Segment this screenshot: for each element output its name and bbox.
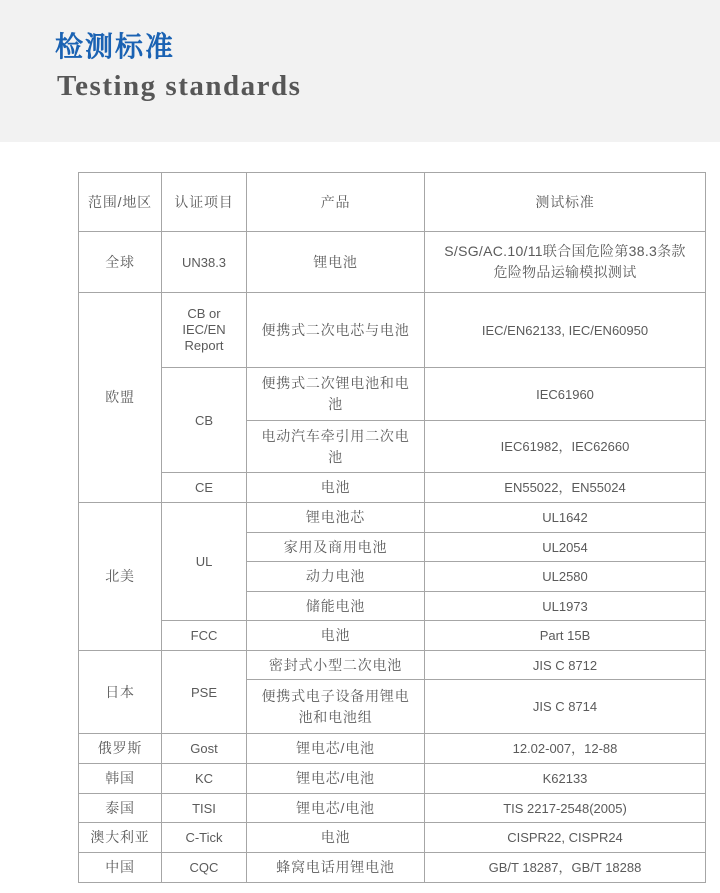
standard-cell: GB/T 18287，GB/T 18288 — [425, 853, 706, 883]
product-cell: 电池 — [247, 621, 425, 651]
table-header-row — [79, 173, 706, 232]
standard-cell: Part 15B — [425, 621, 706, 651]
table-row — [79, 621, 706, 651]
certification-cell: CE — [162, 473, 247, 503]
header-standard: 测试标准 — [425, 173, 706, 232]
certification-cell: UN38.3 — [162, 232, 247, 293]
standard-cell: UL1642 — [425, 503, 706, 533]
product-cell: 电池 — [247, 823, 425, 853]
header-product: 产品 — [247, 173, 425, 232]
region-cell: 欧盟 — [79, 293, 162, 503]
standard-cell: UL1973 — [425, 592, 706, 621]
table-row — [79, 293, 706, 368]
page-title-chinese: 检测标准 — [55, 30, 176, 63]
table-row — [79, 823, 706, 853]
standard-cell — [425, 232, 706, 293]
product-cell: 锂电芯/电池 — [247, 764, 425, 794]
product-cell: 电动汽车牵引用二次电池 — [247, 421, 425, 473]
product-cell: 动力电池 — [247, 562, 425, 592]
standard-line: S/SG/AC.10/11联合国危险第38.3条款 — [444, 243, 686, 259]
product-cell: 锂电池 — [247, 232, 425, 293]
standard-cell: JIS C 8714 — [425, 680, 706, 734]
region-cell: 澳大利亚 — [79, 823, 162, 853]
table-row — [79, 853, 706, 883]
standard-cell: CISPR22, CISPR24 — [425, 823, 706, 853]
standard-line: 危险物品运输模拟测试 — [493, 264, 637, 280]
standard-cell: 12.02-007，12-88 — [425, 734, 706, 764]
region-cell: 日本 — [79, 651, 162, 734]
standard-cell: JIS C 8712 — [425, 651, 706, 680]
table-head — [79, 173, 706, 232]
table-body — [79, 232, 706, 883]
product-cell: 便携式二次电芯与电池 — [247, 293, 425, 368]
certification-cell: FCC — [162, 621, 247, 651]
standard-cell: IEC61982，IEC62660 — [425, 421, 706, 473]
region-cell: 俄罗斯 — [79, 734, 162, 764]
page-title-english: Testing standards — [57, 70, 302, 102]
header-certification: 认证项目 — [162, 173, 247, 232]
testing-standards-table — [78, 172, 706, 883]
certification-cell: TISI — [162, 794, 247, 823]
standard-cell: EN55022，EN55024 — [425, 473, 706, 503]
standard-cell: K62133 — [425, 764, 706, 794]
table-row — [79, 764, 706, 794]
table-row — [79, 473, 706, 503]
region-cell: 全球 — [79, 232, 162, 293]
certification-cell: C-Tick — [162, 823, 247, 853]
header-region: 范围/地区 — [79, 173, 162, 232]
product-cell: 储能电池 — [247, 592, 425, 621]
title-banner — [0, 0, 720, 142]
region-cell: 中国 — [79, 853, 162, 883]
product-cell: 锂电池芯 — [247, 503, 425, 533]
product-cell: 电池 — [247, 473, 425, 503]
certification-cell: KC — [162, 764, 247, 794]
certification-cell: CB — [162, 368, 247, 473]
region-cell: 泰国 — [79, 794, 162, 823]
standard-cell: IEC61960 — [425, 368, 706, 421]
certification-cell: CQC — [162, 853, 247, 883]
table-row — [79, 794, 706, 823]
table-row — [79, 651, 706, 680]
certification-cell: PSE — [162, 651, 247, 734]
certification-cell: CB or IEC/EN Report — [162, 293, 247, 368]
product-cell: 锂电芯/电池 — [247, 794, 425, 823]
standard-cell: UL2580 — [425, 562, 706, 592]
product-cell: 密封式小型二次电池 — [247, 651, 425, 680]
product-cell: 锂电芯/电池 — [247, 734, 425, 764]
region-cell: 韩国 — [79, 764, 162, 794]
table-row — [79, 734, 706, 764]
product-cell: 便携式电子设备用锂电池和电池组 — [247, 680, 425, 734]
standard-cell: IEC/EN62133, IEC/EN60950 — [425, 293, 706, 368]
standard-cell: UL2054 — [425, 533, 706, 562]
table-row — [79, 368, 706, 421]
product-cell: 便携式二次锂电池和电池 — [247, 368, 425, 421]
certification-cell: UL — [162, 503, 247, 621]
product-cell: 蜂窝电话用锂电池 — [247, 853, 425, 883]
region-cell: 北美 — [79, 503, 162, 651]
standard-cell: TIS 2217-2548(2005) — [425, 794, 706, 823]
certification-cell: Gost — [162, 734, 247, 764]
table-row — [79, 503, 706, 533]
table-row — [79, 232, 706, 293]
product-cell: 家用及商用电池 — [247, 533, 425, 562]
